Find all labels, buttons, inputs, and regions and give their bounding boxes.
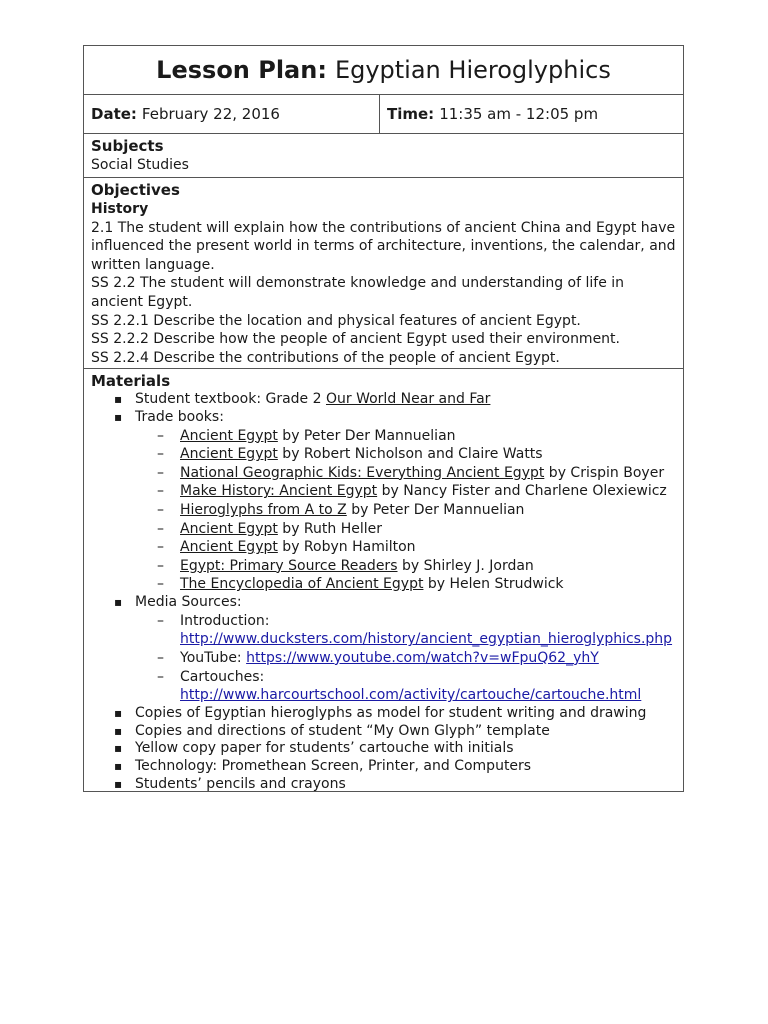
list-item [91, 594, 676, 705]
list-item [91, 520, 676, 539]
objectives-heading: Objectives [91, 181, 180, 199]
list-item [91, 391, 676, 409]
book-author: by Shirley J. Jordan [397, 557, 534, 574]
list-item [91, 705, 676, 723]
book-title: Ancient Egypt [180, 427, 278, 444]
list-item [91, 740, 676, 758]
youtube-link[interactable]: https://www.youtube.com/watch?v=wFpuQ62_yhY [246, 649, 599, 666]
subjects-value: Social Studies [91, 157, 189, 173]
textbook-prefix: Student textbook: Grade 2 [135, 391, 326, 407]
material-item: Yellow copy paper for students’ cartouche with initials [135, 740, 514, 757]
youtube-label: YouTube: [180, 649, 247, 666]
materials-list [91, 391, 676, 794]
title-row [84, 46, 683, 94]
objectives-section [84, 177, 683, 368]
list-item [91, 776, 676, 794]
book-author: by Nancy Fister and Charlene Olexiewicz [377, 483, 667, 500]
book-title: Hieroglyphs from A to Z [180, 501, 347, 518]
materials-heading: Materials [91, 372, 171, 390]
lesson-title: Egyptian Hieroglyphics [334, 56, 611, 84]
list-item [91, 612, 676, 649]
book-author: by Peter Der Mannuelian [277, 427, 456, 444]
cartouche-label: – Cartouches: [180, 668, 265, 685]
time-cell [380, 95, 598, 133]
book-title: Make History: Ancient Egypt [180, 483, 378, 500]
time-value: 11:35 am - 12:05 pm [439, 105, 599, 123]
book-author: by Peter Der Mannuelian [346, 501, 525, 518]
lesson-plan-table [83, 45, 684, 792]
objective-line: SS 2.2.1 Describe the location and physical features of ancient Egypt. [91, 312, 581, 329]
book-author: by Helen Strudwick [423, 576, 564, 593]
list-item [91, 649, 676, 668]
objective-line: SS 2.2.4 Describe the contributions of the people of ancient Egypt. [91, 349, 560, 366]
book-author: by Robyn Hamilton [277, 539, 416, 556]
list-item [91, 557, 676, 576]
title-label: Lesson Plan: [156, 56, 327, 84]
subjects-heading: Subjects [91, 137, 164, 155]
trade-books-label: Trade books: [135, 408, 224, 425]
trade-books-list [135, 427, 676, 594]
book-author: by Crispin Boyer [544, 464, 665, 481]
material-item: Copies and directions of student “My Own Glyph” template [135, 722, 550, 739]
book-title: Ancient Egypt [180, 539, 278, 556]
book-author: by Ruth Heller [277, 520, 383, 537]
material-item: Copies of Egyptian hieroglyphs as model for student writing and drawing [135, 704, 647, 721]
date-value: February 22, 2016 [141, 105, 280, 123]
book-title: Ancient Egypt [180, 520, 278, 537]
book-title: The Encyclopedia of Ancient Egypt [180, 576, 424, 593]
media-sources-label: Media Sources: [135, 593, 242, 610]
list-item [91, 538, 676, 557]
objective-line: SS 2.2 The student will demonstrate knowledge and understanding of life in ancient Egypt. [91, 275, 625, 310]
date-label: Date: [91, 105, 137, 123]
material-item: Students’ pencils and crayons [135, 775, 346, 792]
book-title: Ancient Egypt [180, 446, 278, 463]
book-title: National Geographic Kids: Everything Ancient Egypt [180, 464, 545, 481]
list-item [91, 445, 676, 464]
list-item [91, 501, 676, 520]
list-item [91, 668, 676, 705]
list-item [91, 409, 676, 594]
book-title: Egypt: Primary Source Readers [180, 557, 398, 574]
time-label: Time: [387, 105, 435, 123]
list-item [91, 758, 676, 776]
subjects-section [84, 133, 683, 177]
date-cell [84, 95, 380, 133]
list-item [91, 427, 676, 446]
media-list [135, 612, 676, 705]
textbook-title: Our World Near and Far [325, 391, 491, 407]
date-time-row [84, 94, 683, 133]
list-item [91, 723, 676, 741]
objectives-subheading: History [91, 201, 149, 217]
objective-line: 2.1 The student will explain how the contributions of ancient China and Egypt have influenced the present world in terms of architecture, inventions, the calendar, and written language. [91, 219, 676, 273]
objective-line: SS 2.2.2 Describe how the people of ancient Egypt used their environment. [91, 331, 620, 348]
materials-section [84, 368, 683, 791]
list-item [91, 575, 676, 594]
cartouche-link[interactable]: http://www.harcourtschool.com/activity/cartouche/cartouche.html [180, 687, 642, 704]
intro-link[interactable]: http://www.ducksters.com/history/ancient_egyptian_hieroglyphics.php [180, 631, 673, 648]
intro-label: – Introduction: [180, 612, 270, 629]
material-item: Technology: Promethean Screen, Printer, and Computers [135, 758, 532, 775]
book-author: by Robert Nicholson and Claire Watts [277, 446, 543, 463]
list-item [91, 464, 676, 483]
list-item [91, 482, 676, 501]
